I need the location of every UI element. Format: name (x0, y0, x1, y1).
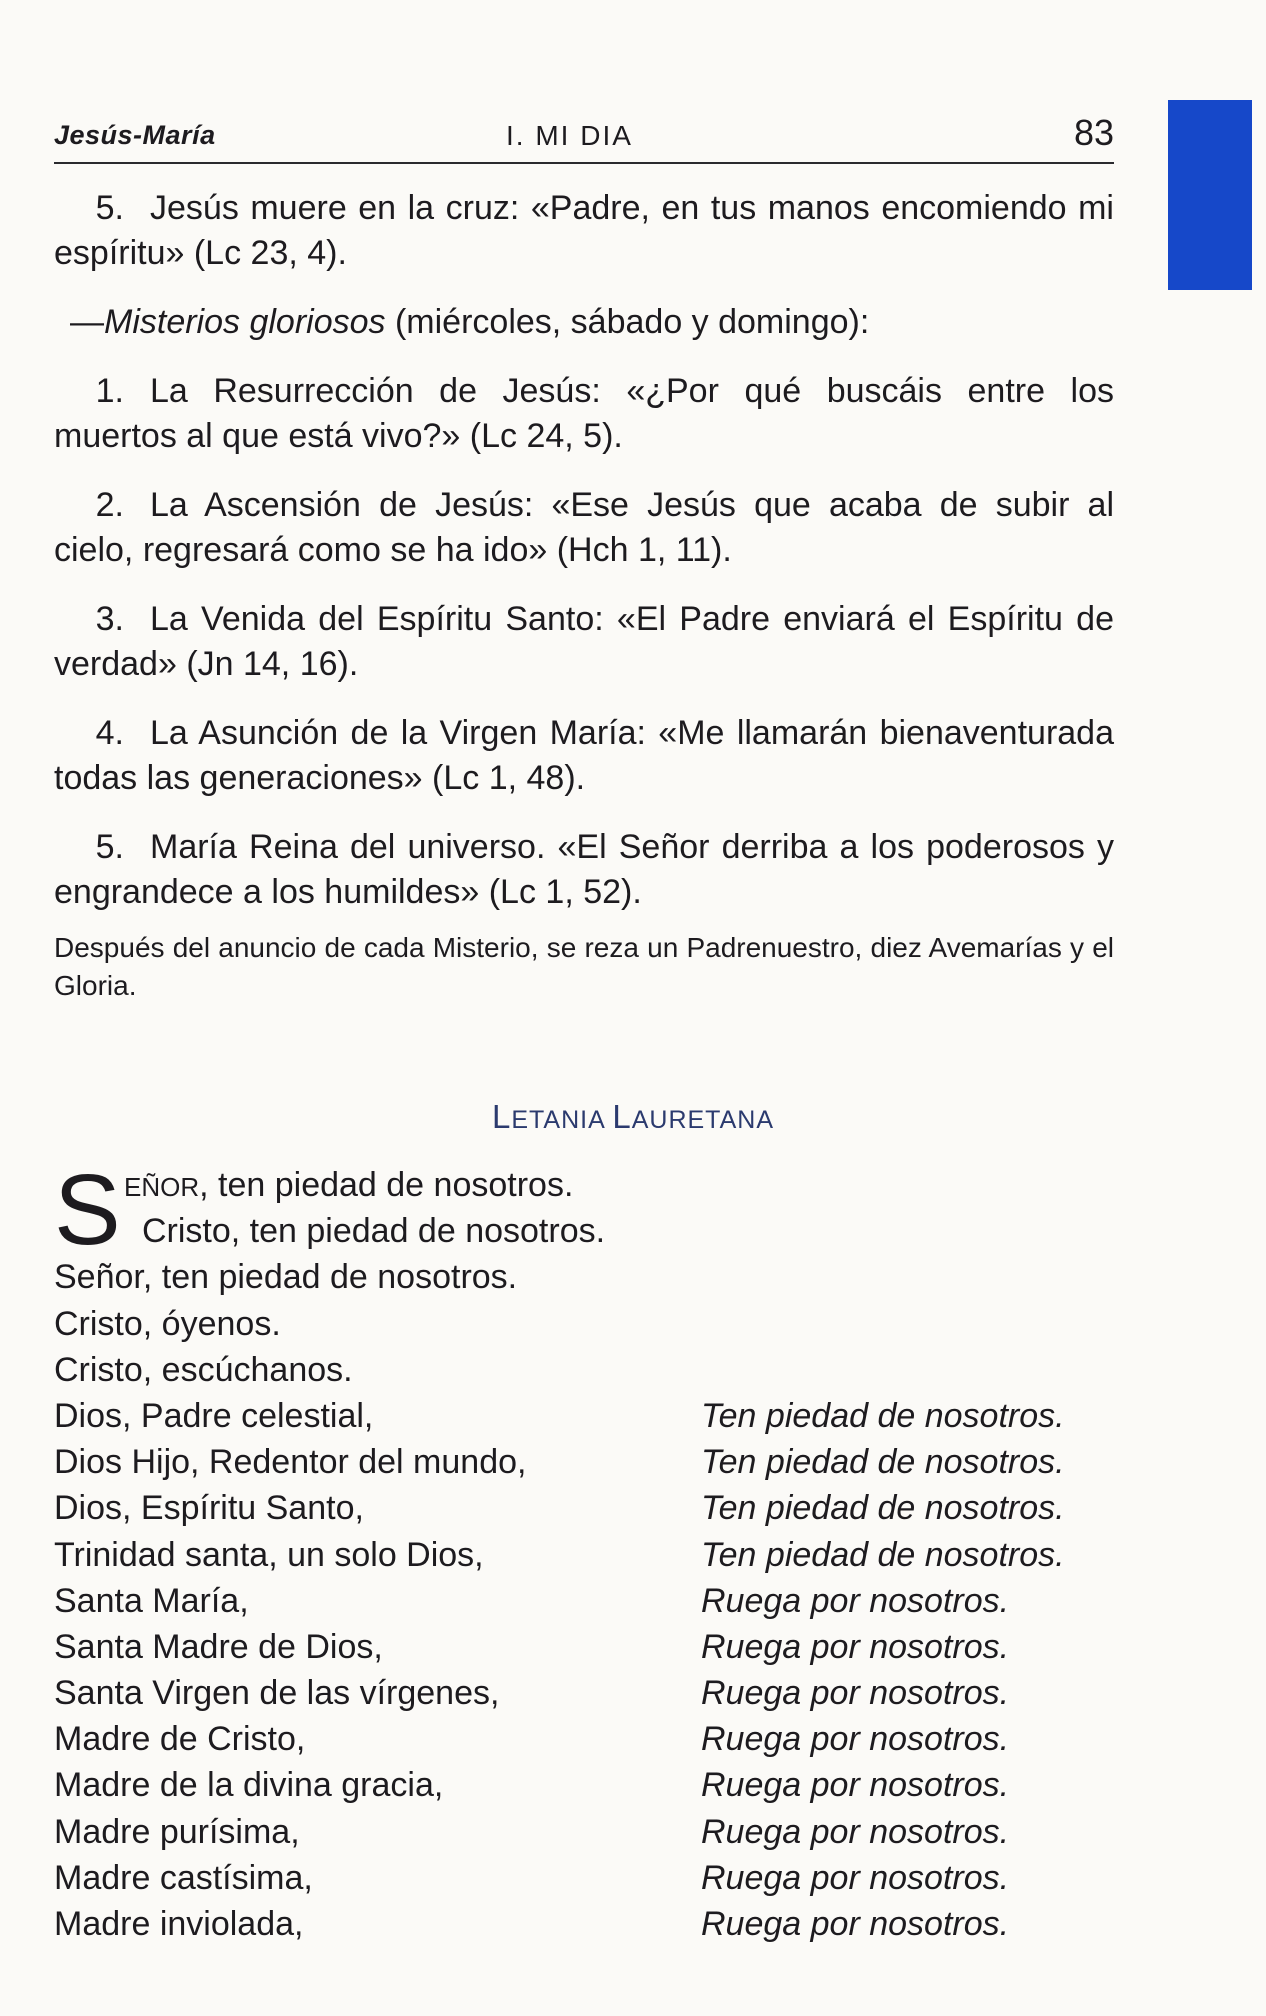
heading-dash: — (70, 303, 104, 341)
mystery-item (54, 483, 1114, 573)
litany-response: Ten piedad de nosotros. (701, 1443, 1065, 1482)
litany-response: Ruega por nosotros. (701, 1674, 1010, 1713)
litany-line (54, 1443, 1114, 1489)
mystery-item (54, 186, 1114, 276)
rubric-note: Después del anuncio de cada Misterio, se reza un Padrenuestro, diez Avemarías y el Gloria. (54, 932, 1114, 1001)
litany-response: Ruega por nosotros. (701, 1720, 1010, 1759)
item-number: 5. (95, 189, 124, 227)
litany-line (54, 1582, 1114, 1628)
glorious-mysteries-heading (54, 300, 1114, 345)
litany-line (54, 1674, 1114, 1720)
litany-line (54, 1397, 1114, 1443)
litany-response: Ruega por nosotros. (701, 1812, 1010, 1851)
litany-invocation: Dios, Padre celestial, (54, 1396, 374, 1435)
litany-invocation: Cristo, escúchanos. (54, 1350, 353, 1389)
litany-line (54, 1305, 1114, 1351)
item-text: La Venida del Espíritu Santo: «El Padre enviará el Espíritu de verdad» (Jn 14, 16). (54, 600, 1114, 683)
item-text: La Asunción de la Virgen María: «Me llamarán bienaventurada todas las generaciones» (Lc 1, 48). (54, 714, 1114, 797)
litany-line (54, 1813, 1114, 1859)
litany-response: Ten piedad de nosotros. (701, 1396, 1065, 1435)
mystery-item (54, 597, 1114, 687)
litany-invocation: Madre inviolada, (54, 1905, 304, 1943)
litany-response: Ruega por nosotros. (701, 1627, 1010, 1666)
litany-invocation: Señor, ten piedad de nosotros. (54, 1258, 518, 1297)
litany-response: Ten piedad de nosotros. (701, 1535, 1065, 1574)
litany-list (54, 1154, 1114, 1951)
mystery-item (54, 369, 1114, 459)
item-number: 2. (95, 486, 124, 524)
litany-line (54, 1905, 1114, 1951)
litany-invocation: Madre purísima, (54, 1812, 300, 1851)
heading-title: Misterios gloriosos (104, 303, 386, 341)
litany-invocation: Trinidad santa, un solo Dios, (54, 1535, 484, 1574)
litany-invocation: Santa Madre de Dios, (54, 1627, 383, 1666)
litany-invocation: Dios Hijo, Redentor del mundo, (54, 1443, 527, 1482)
drop-cap: S (54, 1154, 121, 1266)
litany-response: Ruega por nosotros. (701, 1858, 1010, 1897)
running-title-center: I. MI DIA (506, 120, 633, 151)
small-caps-word: EÑOR (124, 1172, 200, 1202)
litany-invocation: EÑOR, ten piedad de nosotros. (124, 1166, 574, 1204)
item-text: Jesús muere en la cruz: «Padre, en tus manos encomiendo mi espíritu» (Lc 23, 4). (54, 189, 1114, 272)
litany-invocation: Cristo, óyenos. (54, 1304, 281, 1343)
running-title-left: Jesús-María (54, 120, 216, 150)
litany-line (54, 1536, 1114, 1582)
item-number: 5. (95, 828, 124, 866)
item-text: La Resurrección de Jesús: «¿Por qué buscáis entre los muertos al que está vivo?» (Lc 24, 5). (54, 372, 1114, 455)
body-text (54, 186, 1114, 1005)
litany-invocation: Santa Virgen de las vírgenes, (54, 1674, 500, 1713)
litany-response: Ruega por nosotros. (701, 1766, 1010, 1805)
litany-line (54, 1212, 1114, 1258)
litany-invocation: Dios, Espíritu Santo, (54, 1489, 364, 1528)
item-number: 1. (95, 372, 124, 410)
litany-line (54, 1766, 1114, 1812)
litany-invocation: Madre de Cristo, (54, 1720, 306, 1759)
heading-days: (miércoles, sábado y domingo): (394, 303, 870, 341)
litany-invocation: Madre castísima, (54, 1858, 313, 1897)
mystery-item (54, 711, 1114, 801)
item-text: La Ascensión de Jesús: «Ese Jesús que acaba de subir al cielo, regresará como se ha ido» (Hch 1, 11). (54, 486, 1114, 569)
litany-line (54, 1351, 1114, 1397)
litany-line (54, 1258, 1114, 1304)
section-title: LETANIA LAURETANA (491, 1098, 774, 1135)
item-number: 4. (95, 714, 124, 752)
litany-response: Ruega por nosotros. (701, 1581, 1010, 1620)
litany-response: Ten piedad de nosotros. (701, 1489, 1065, 1528)
item-text: María Reina del universo. «El Señor derriba a los poderosos y engrandece a los humildes» (Lc 1, 52). (54, 828, 1114, 911)
litany-invocation: Madre de la divina gracia, (54, 1766, 444, 1805)
litany-line (54, 1628, 1114, 1674)
page-number: 83 (1073, 112, 1114, 153)
litany-invocation: Santa María, (54, 1581, 249, 1620)
litany-line (54, 1720, 1114, 1766)
litany-line (54, 1489, 1114, 1535)
running-header (54, 112, 1114, 164)
litany-invocation: Cristo, ten piedad de nosotros. (142, 1212, 606, 1251)
thumb-index-tab (1168, 100, 1252, 290)
litany-response: Ruega por nosotros. (701, 1905, 1010, 1943)
mystery-item (54, 825, 1114, 915)
item-number: 3. (95, 600, 124, 638)
litany-line (54, 1859, 1114, 1905)
